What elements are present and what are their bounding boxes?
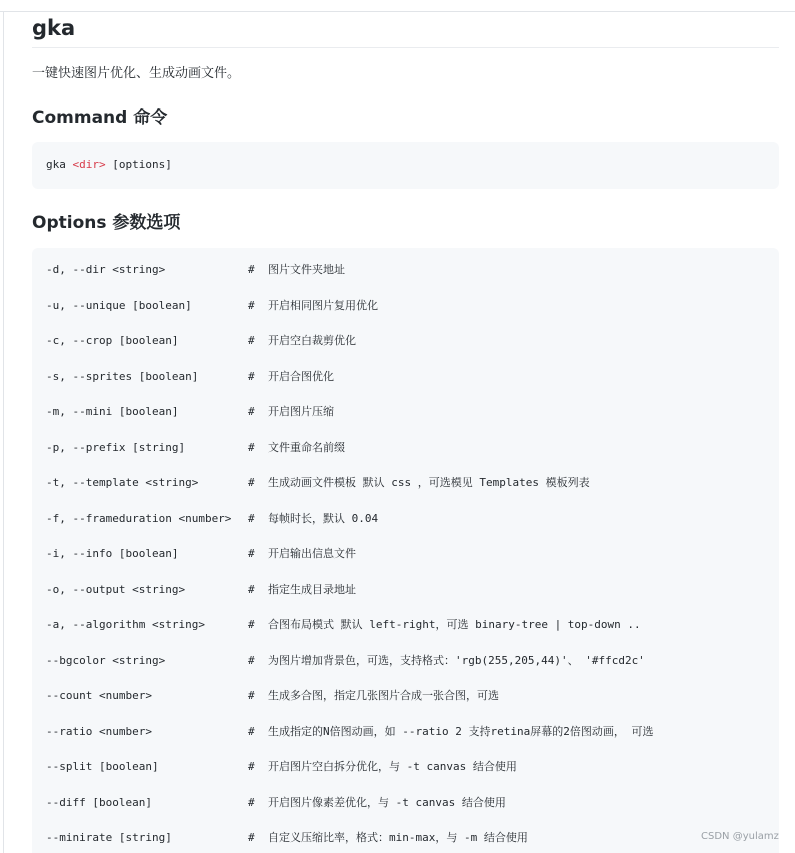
title-divider [32,47,779,48]
option-description: 开启图片压缩 [268,405,334,418]
option-description: 开启空白裁剪优化 [268,334,356,347]
option-row [32,297,779,315]
comment-hash: # [248,689,255,702]
comment-hash: # [248,440,255,454]
option-flag: --minirate [string] [46,831,172,844]
option-row [32,829,779,847]
option-row [32,510,779,528]
comment-hash: # [248,511,255,525]
option-row [32,332,779,350]
comment-hash: # [248,476,255,489]
comment-hash: # [248,547,255,560]
option-flag: -f, --frameduration <number> [46,511,232,525]
watermark: CSDN @yulamz [701,831,779,842]
option-description: 生成动画文件模板 默认 css ，可选模见 Templates 模板列表 [268,476,590,489]
option-description: 生成指定的N倍图动画，如 --ratio 2 支持retina屏幕的2倍图动画， 可选 [268,724,654,738]
option-row [32,545,779,563]
options-code-block [32,248,779,853]
options-heading: Options 参数选项 [32,213,181,233]
option-row [32,403,779,421]
comment-hash: # [248,334,255,347]
option-flag: -d, --dir <string> [46,263,166,276]
comment-hash: # [248,618,255,631]
option-row [32,687,779,705]
option-row [32,758,779,776]
option-flag: -a, --algorithm <string> [46,618,205,631]
command-name: gka [46,158,66,171]
option-row [32,439,779,457]
option-flag: -m, --mini [boolean] [46,405,179,418]
comment-hash: # [248,405,255,418]
comment-hash: # [248,831,255,844]
option-flag: -s, --sprites [boolean] [46,369,199,383]
comment-hash: # [248,653,255,667]
option-description: 图片文件夹地址 [268,263,345,276]
option-description: 生成多合图，指定几张图片合成一张合图，可选 [268,689,499,702]
option-description: 开启图片空白拆分优化，与 -t canvas 结合使用 [268,760,517,773]
option-row [32,652,779,670]
option-description: 文件重命名前缀 [268,440,345,454]
option-row [32,723,779,741]
option-description: 开启相同图片复用优化 [268,298,378,312]
left-border [3,12,4,853]
command-heading: Command 命令 [32,108,168,128]
option-flag: -t, --template <string> [46,476,199,489]
command-options-arg: [options] [112,158,172,171]
option-description: 合图布局模式 默认 left-right，可选 binary-tree | top-down .. [268,618,641,631]
option-flag: -p, --prefix [string] [46,440,186,454]
option-row [32,368,779,386]
option-flag: --diff [boolean] [46,795,152,809]
comment-hash: # [248,724,255,738]
option-row [32,261,779,279]
option-flag: -u, --unique [boolean] [46,298,192,312]
comment-hash: # [248,263,255,276]
command-line [46,158,172,172]
comment-hash: # [248,298,255,312]
top-border [0,11,795,12]
option-flag: --ratio <number> [46,724,152,738]
option-row [32,581,779,599]
comment-hash: # [248,369,255,383]
option-row [32,474,779,492]
option-flag: -o, --output <string> [46,582,186,596]
command-dir-arg: <dir> [72,158,106,171]
option-description: 开启图片像素差优化，与 -t canvas 结合使用 [268,795,506,809]
option-flag: --bgcolor <string> [46,653,166,667]
comment-hash: # [248,760,255,773]
option-flag: --count <number> [46,689,152,702]
option-flag: --split [boolean] [46,760,159,773]
option-flag: -c, --crop [boolean] [46,334,179,347]
option-row [32,794,779,812]
option-description: 为图片增加背景色，可选，支持格式：'rgb(255,205,44)'、 '#ffcd2c' [268,653,645,667]
page-title: gka [32,16,76,40]
comment-hash: # [248,582,255,596]
option-description: 开启输出信息文件 [268,547,356,560]
option-description: 自定义压缩比率，格式：min-max，与 -m 结合使用 [268,831,528,844]
comment-hash: # [248,795,255,809]
option-description: 开启合图优化 [268,369,334,383]
option-description: 每帧时长，默认 0.04 [268,511,379,525]
option-flag: -i, --info [boolean] [46,547,179,560]
page-description: 一键快速图片优化、生成动画文件。 [32,66,241,81]
option-description: 指定生成目录地址 [268,582,356,596]
option-row [32,616,779,634]
command-code-block [32,142,779,189]
